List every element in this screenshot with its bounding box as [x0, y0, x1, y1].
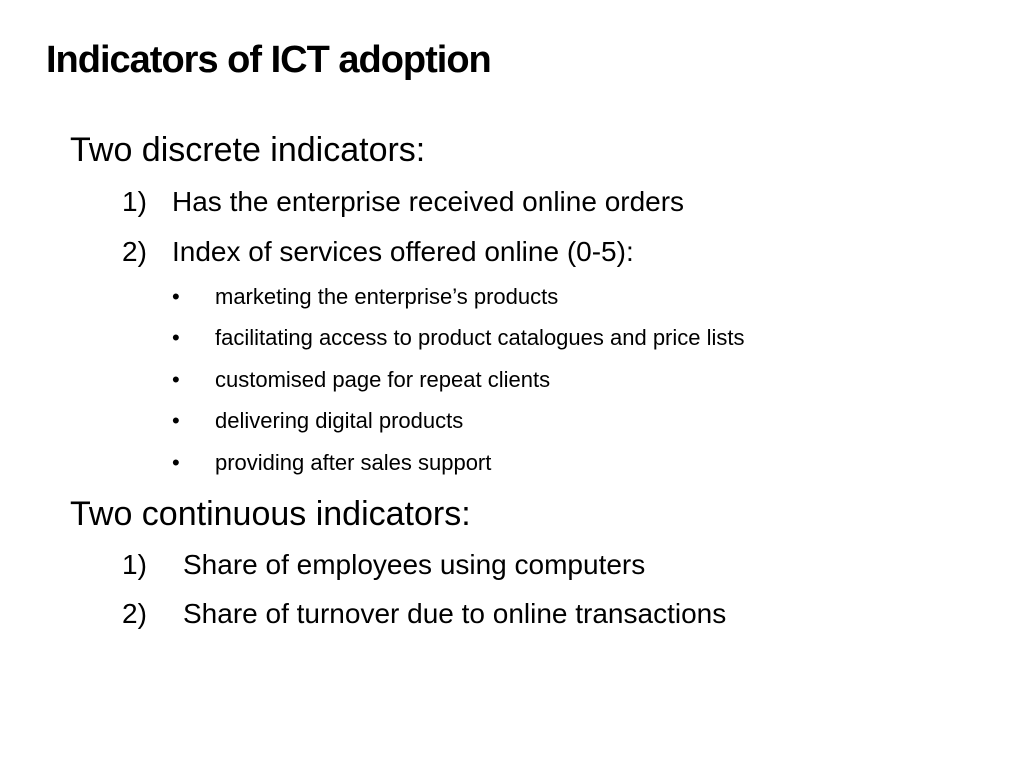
- item-number: 1): [122, 186, 147, 217]
- bullet-icon: •: [172, 325, 180, 350]
- bullet-icon: •: [172, 450, 180, 475]
- service-item-5: [172, 452, 491, 474]
- service-item-4: [172, 410, 463, 432]
- service-item-2: [172, 327, 745, 349]
- service-item-1: [172, 286, 558, 308]
- item-number: 2): [122, 236, 147, 267]
- item-text: Share of employees using computers: [183, 549, 646, 580]
- bullet-icon: •: [172, 408, 180, 433]
- continuous-heading: Two continuous indicators:: [70, 495, 471, 533]
- service-text: facilitating access to product catalogues and price lists: [215, 325, 745, 350]
- discrete-heading: Two discrete indicators:: [70, 131, 426, 169]
- discrete-item-1: [122, 188, 684, 216]
- continuous-item-2: [122, 600, 726, 628]
- continuous-item-1: [122, 551, 645, 579]
- item-number: 2): [122, 598, 147, 629]
- item-text: Has the enterprise received online orders: [172, 186, 685, 217]
- service-text: marketing the enterprise’s products: [215, 284, 559, 309]
- service-text: providing after sales support: [215, 450, 492, 475]
- item-text: Share of turnover due to online transactions: [183, 598, 727, 629]
- service-text: customised page for repeat clients: [215, 367, 551, 392]
- service-text: delivering digital products: [215, 408, 464, 433]
- item-text: Index of services offered online (0-5):: [172, 236, 634, 267]
- slide-title: Indicators of ICT adoption: [46, 39, 491, 81]
- discrete-item-2: [122, 238, 634, 266]
- item-number: 1): [122, 549, 147, 580]
- bullet-icon: •: [172, 367, 180, 392]
- service-item-3: [172, 369, 550, 391]
- bullet-icon: •: [172, 284, 180, 309]
